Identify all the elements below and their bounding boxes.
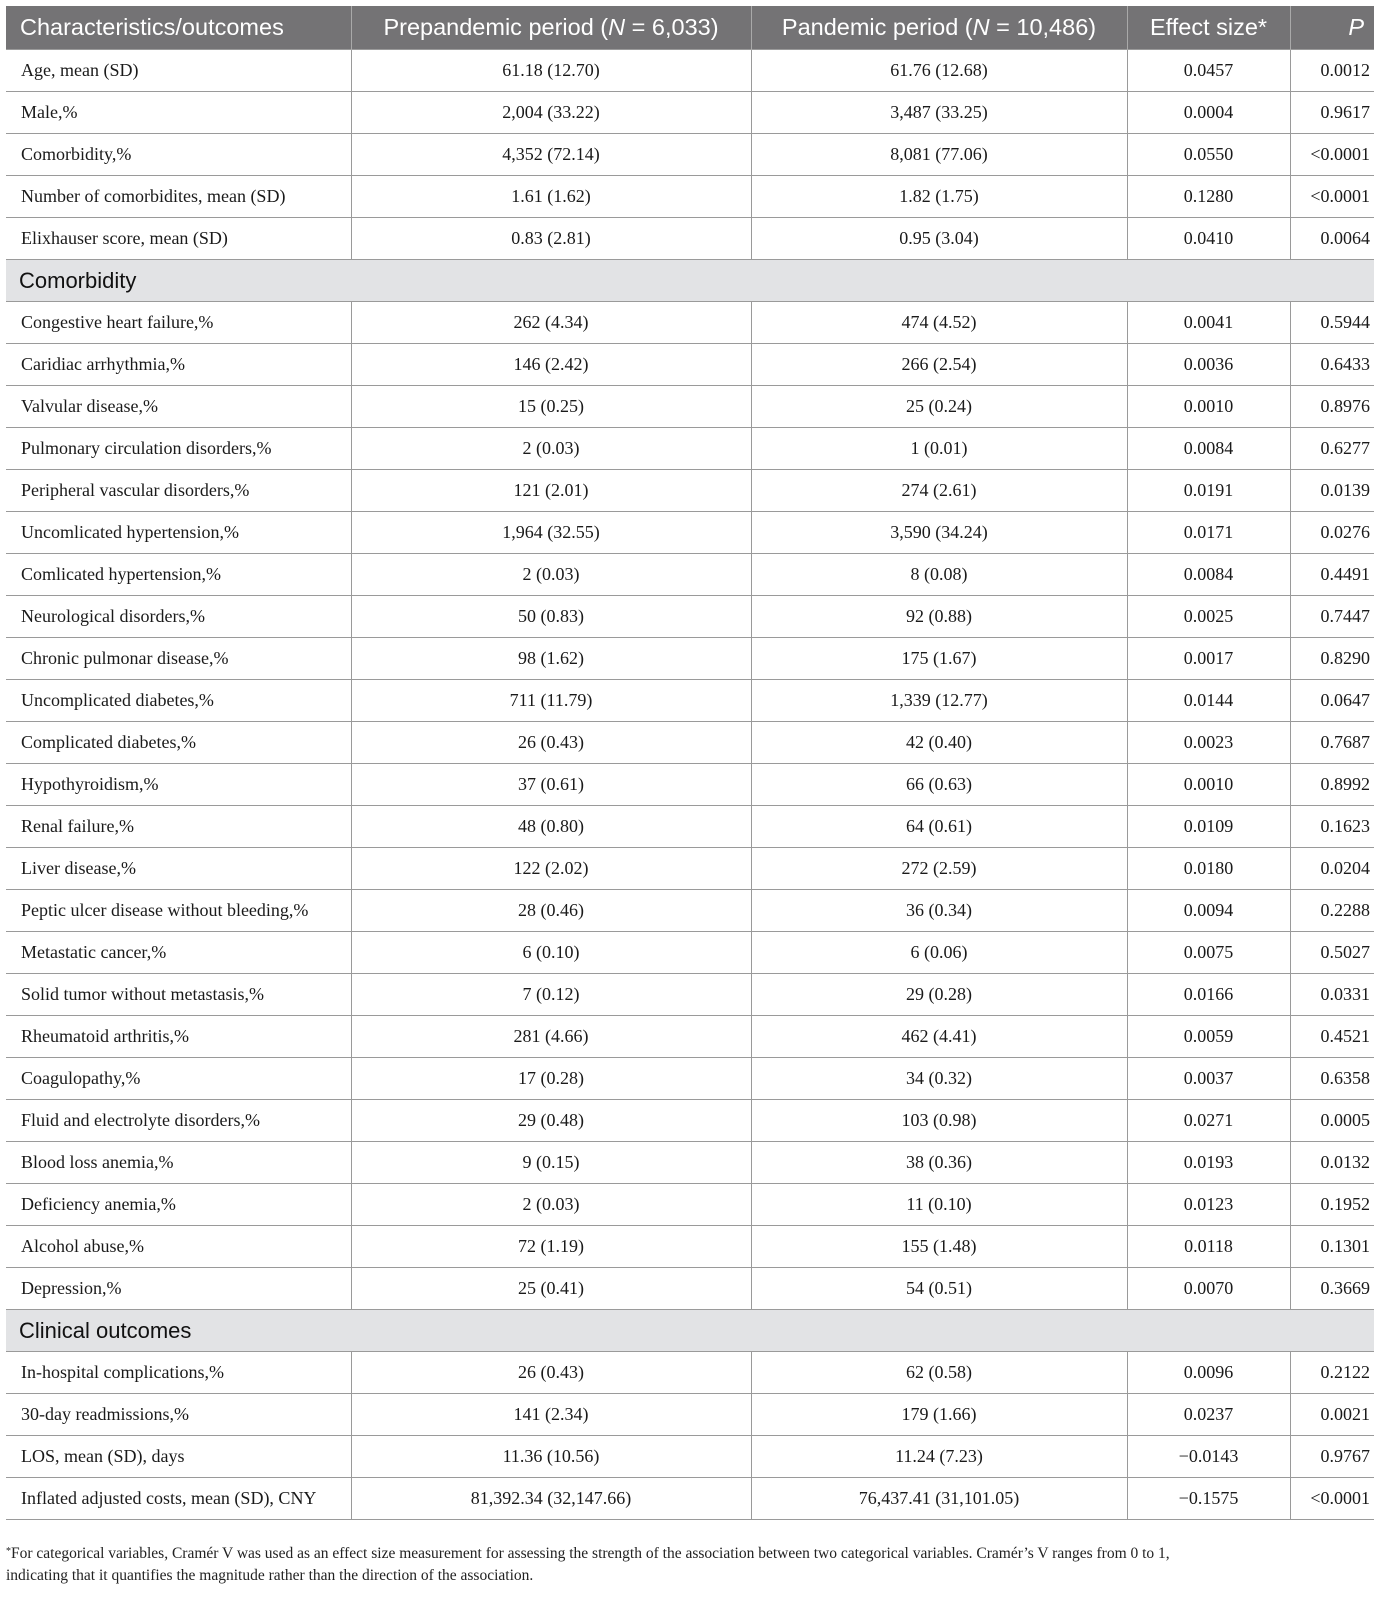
cell-effect-size: 0.0166 — [1127, 974, 1290, 1016]
cell-characteristic: 30-day readmissions,% — [6, 1394, 351, 1436]
header-pandemic-count: = 10,486) — [989, 14, 1097, 40]
cell-p-value: 0.0064 — [1290, 218, 1374, 260]
cell-p-value: 0.2122 — [1290, 1352, 1374, 1394]
section-title: Comorbidity — [6, 260, 1374, 302]
cell-characteristic: Congestive heart failure,% — [6, 302, 351, 344]
cell-pandemic: 6 (0.06) — [751, 932, 1127, 974]
cell-characteristic: Peripheral vascular disorders,% — [6, 470, 351, 512]
cell-p-value: 0.8290 — [1290, 638, 1374, 680]
cell-effect-size: 0.0010 — [1127, 764, 1290, 806]
table-row — [6, 1184, 1374, 1226]
table-row — [6, 134, 1374, 176]
cell-characteristic: Alcohol abuse,% — [6, 1226, 351, 1268]
cell-p-value: 0.4491 — [1290, 554, 1374, 596]
cell-prepandemic: 26 (0.43) — [351, 722, 751, 764]
cell-effect-size: 0.0017 — [1127, 638, 1290, 680]
cell-p-value: 0.6358 — [1290, 1058, 1374, 1100]
cell-prepandemic: 48 (0.80) — [351, 806, 751, 848]
header-pandemic-n: N — [972, 14, 990, 40]
cell-characteristic: Neurological disorders,% — [6, 596, 351, 638]
cell-effect-size: 0.0144 — [1127, 680, 1290, 722]
cell-p-value: 0.1952 — [1290, 1184, 1374, 1226]
cell-prepandemic: 146 (2.42) — [351, 344, 751, 386]
table-row — [6, 1016, 1374, 1058]
cell-characteristic: Uncomplicated diabetes,% — [6, 680, 351, 722]
cell-prepandemic: 26 (0.43) — [351, 1352, 751, 1394]
table-row — [6, 470, 1374, 512]
cell-characteristic: Peptic ulcer disease without bleeding,% — [6, 890, 351, 932]
cell-prepandemic: 81,392.34 (32,147.66) — [351, 1478, 751, 1520]
cell-prepandemic: 122 (2.02) — [351, 848, 751, 890]
table-row — [6, 1394, 1374, 1436]
cell-characteristic: Elixhauser score, mean (SD) — [6, 218, 351, 260]
cell-effect-size: 0.0059 — [1127, 1016, 1290, 1058]
cell-effect-size: 0.0191 — [1127, 470, 1290, 512]
cell-pandemic: 54 (0.51) — [751, 1268, 1127, 1310]
cell-p-value: 0.0139 — [1290, 470, 1374, 512]
results-table-container — [6, 6, 1374, 1520]
cell-effect-size: 0.0237 — [1127, 1394, 1290, 1436]
cell-pandemic: 0.95 (3.04) — [751, 218, 1127, 260]
cell-prepandemic: 61.18 (12.70) — [351, 50, 751, 92]
cell-prepandemic: 711 (11.79) — [351, 680, 751, 722]
cell-pandemic: 462 (4.41) — [751, 1016, 1127, 1058]
cell-pandemic: 11.24 (7.23) — [751, 1436, 1127, 1478]
header-effect-size: Effect size* — [1127, 6, 1290, 50]
footnote-line-1: For categorical variables, Cramér V was used as an effect size measurement for assessing the strength of the association between two categorical variables. Cramér’s V ranges from 0 to 1, — [11, 1545, 1170, 1562]
footnote-marker: * — [6, 1546, 11, 1557]
cell-pandemic: 155 (1.48) — [751, 1226, 1127, 1268]
cell-pandemic: 36 (0.34) — [751, 890, 1127, 932]
cell-effect-size: 0.0193 — [1127, 1142, 1290, 1184]
cell-characteristic: Liver disease,% — [6, 848, 351, 890]
table-row — [6, 344, 1374, 386]
cell-prepandemic: 11.36 (10.56) — [351, 1436, 751, 1478]
table-row — [6, 218, 1374, 260]
cell-effect-size: 0.0004 — [1127, 92, 1290, 134]
table-row — [6, 1226, 1374, 1268]
cell-pandemic: 8 (0.08) — [751, 554, 1127, 596]
table-row — [6, 722, 1374, 764]
cell-effect-size: 0.0096 — [1127, 1352, 1290, 1394]
cell-pandemic: 64 (0.61) — [751, 806, 1127, 848]
table-row — [6, 1436, 1374, 1478]
cell-prepandemic: 1,964 (32.55) — [351, 512, 751, 554]
cell-pandemic: 25 (0.24) — [751, 386, 1127, 428]
table-row — [6, 50, 1374, 92]
cell-effect-size: 0.0094 — [1127, 890, 1290, 932]
cell-pandemic: 66 (0.63) — [751, 764, 1127, 806]
cell-effect-size: 0.0180 — [1127, 848, 1290, 890]
cell-p-value: 0.0012 — [1290, 50, 1374, 92]
cell-characteristic: Comlicated hypertension,% — [6, 554, 351, 596]
cell-prepandemic: 141 (2.34) — [351, 1394, 751, 1436]
cell-p-value: 0.0204 — [1290, 848, 1374, 890]
table-row — [6, 512, 1374, 554]
cell-characteristic: Rheumatoid arthritis,% — [6, 1016, 351, 1058]
cell-effect-size: 0.0010 — [1127, 386, 1290, 428]
table-row — [6, 848, 1374, 890]
cell-pandemic: 103 (0.98) — [751, 1100, 1127, 1142]
cell-p-value: 0.0331 — [1290, 974, 1374, 1016]
cell-pandemic: 1,339 (12.77) — [751, 680, 1127, 722]
table-row — [6, 638, 1374, 680]
cell-pandemic: 3,590 (34.24) — [751, 512, 1127, 554]
cell-characteristic: Depression,% — [6, 1268, 351, 1310]
cell-characteristic: Coagulopathy,% — [6, 1058, 351, 1100]
cell-p-value: 0.8976 — [1290, 386, 1374, 428]
footnote-line-2: indicating that it quantifies the magnitude rather than the direction of the association. — [6, 1567, 534, 1584]
cell-characteristic: Solid tumor without metastasis,% — [6, 974, 351, 1016]
cell-p-value: 0.0021 — [1290, 1394, 1374, 1436]
cell-p-value: 0.5027 — [1290, 932, 1374, 974]
cell-p-value: <0.0001 — [1290, 134, 1374, 176]
cell-characteristic: Complicated diabetes,% — [6, 722, 351, 764]
cell-p-value: 0.1301 — [1290, 1226, 1374, 1268]
header-prepandemic — [351, 6, 751, 50]
cell-prepandemic: 1.61 (1.62) — [351, 176, 751, 218]
cell-characteristic: In-hospital complications,% — [6, 1352, 351, 1394]
cell-p-value: 0.4521 — [1290, 1016, 1374, 1058]
table-row — [6, 680, 1374, 722]
cell-p-value: 0.8992 — [1290, 764, 1374, 806]
cell-p-value: <0.0001 — [1290, 1478, 1374, 1520]
cell-effect-size: 0.0037 — [1127, 1058, 1290, 1100]
header-pandemic-label: Pandemic period ( — [781, 14, 973, 40]
cell-prepandemic: 98 (1.62) — [351, 638, 751, 680]
cell-effect-size: 0.0070 — [1127, 1268, 1290, 1310]
cell-prepandemic: 7 (0.12) — [351, 974, 751, 1016]
section-header-clinical-outcomes — [6, 1310, 1374, 1352]
header-prepandemic-label: Prepandemic period ( — [383, 14, 609, 40]
cell-effect-size: 0.1280 — [1127, 176, 1290, 218]
table-row — [6, 1352, 1374, 1394]
table-row — [6, 1058, 1374, 1100]
cell-pandemic: 179 (1.66) — [751, 1394, 1127, 1436]
cell-pandemic: 38 (0.36) — [751, 1142, 1127, 1184]
cell-characteristic: Deficiency anemia,% — [6, 1184, 351, 1226]
cell-pandemic: 474 (4.52) — [751, 302, 1127, 344]
cell-effect-size: 0.0171 — [1127, 512, 1290, 554]
cell-pandemic: 61.76 (12.68) — [751, 50, 1127, 92]
cell-prepandemic: 72 (1.19) — [351, 1226, 751, 1268]
cell-pandemic: 1.82 (1.75) — [751, 176, 1127, 218]
cell-characteristic: Fluid and electrolyte disorders,% — [6, 1100, 351, 1142]
header-prepandemic-count: = 6,033) — [625, 14, 719, 40]
cell-pandemic: 266 (2.54) — [751, 344, 1127, 386]
table-row — [6, 1478, 1374, 1520]
results-table — [6, 6, 1374, 1520]
table-row — [6, 764, 1374, 806]
cell-prepandemic: 17 (0.28) — [351, 1058, 751, 1100]
cell-characteristic: Metastatic cancer,% — [6, 932, 351, 974]
table-header — [6, 6, 1374, 50]
table-row — [6, 1142, 1374, 1184]
cell-effect-size: 0.0084 — [1127, 428, 1290, 470]
table-body — [6, 50, 1374, 1520]
cell-effect-size: 0.0023 — [1127, 722, 1290, 764]
cell-p-value: 0.7687 — [1290, 722, 1374, 764]
cell-pandemic: 11 (0.10) — [751, 1184, 1127, 1226]
table-row — [6, 1100, 1374, 1142]
section-header-comorbidity — [6, 260, 1374, 302]
cell-characteristic: Renal failure,% — [6, 806, 351, 848]
cell-prepandemic: 9 (0.15) — [351, 1142, 751, 1184]
table-row — [6, 302, 1374, 344]
cell-pandemic: 92 (0.88) — [751, 596, 1127, 638]
table-row — [6, 890, 1374, 932]
cell-prepandemic: 2 (0.03) — [351, 1184, 751, 1226]
cell-prepandemic: 50 (0.83) — [351, 596, 751, 638]
cell-effect-size: 0.0036 — [1127, 344, 1290, 386]
header-p-label: P — [1348, 14, 1364, 40]
cell-characteristic: Inflated adjusted costs, mean (SD), CNY — [6, 1478, 351, 1520]
cell-prepandemic: 2 (0.03) — [351, 428, 751, 470]
cell-prepandemic: 15 (0.25) — [351, 386, 751, 428]
cell-pandemic: 175 (1.67) — [751, 638, 1127, 680]
cell-characteristic: Caridiac arrhythmia,% — [6, 344, 351, 386]
cell-prepandemic: 25 (0.41) — [351, 1268, 751, 1310]
cell-p-value: 0.7447 — [1290, 596, 1374, 638]
cell-pandemic: 42 (0.40) — [751, 722, 1127, 764]
cell-characteristic: Comorbidity,% — [6, 134, 351, 176]
cell-characteristic: Chronic pulmonar disease,% — [6, 638, 351, 680]
cell-characteristic: Pulmonary circulation disorders,% — [6, 428, 351, 470]
cell-pandemic: 8,081 (77.06) — [751, 134, 1127, 176]
cell-pandemic: 34 (0.32) — [751, 1058, 1127, 1100]
table-row — [6, 386, 1374, 428]
cell-prepandemic: 28 (0.46) — [351, 890, 751, 932]
cell-prepandemic: 2,004 (33.22) — [351, 92, 751, 134]
cell-characteristic: Uncomlicated hypertension,% — [6, 512, 351, 554]
cell-pandemic: 274 (2.61) — [751, 470, 1127, 512]
section-title: Clinical outcomes — [6, 1310, 1374, 1352]
header-pandemic — [751, 6, 1127, 50]
header-prepandemic-n: N — [608, 14, 626, 40]
cell-prepandemic: 262 (4.34) — [351, 302, 751, 344]
cell-prepandemic: 29 (0.48) — [351, 1100, 751, 1142]
cell-pandemic: 29 (0.28) — [751, 974, 1127, 1016]
cell-p-value: 0.6433 — [1290, 344, 1374, 386]
cell-effect-size: −0.1575 — [1127, 1478, 1290, 1520]
cell-prepandemic: 121 (2.01) — [351, 470, 751, 512]
cell-characteristic: LOS, mean (SD), days — [6, 1436, 351, 1478]
cell-effect-size: 0.0118 — [1127, 1226, 1290, 1268]
table-row — [6, 974, 1374, 1016]
table-row — [6, 92, 1374, 134]
cell-p-value: 0.0647 — [1290, 680, 1374, 722]
cell-pandemic: 76,437.41 (31,101.05) — [751, 1478, 1127, 1520]
table-row — [6, 554, 1374, 596]
cell-effect-size: −0.0143 — [1127, 1436, 1290, 1478]
cell-p-value: 0.0132 — [1290, 1142, 1374, 1184]
cell-prepandemic: 0.83 (2.81) — [351, 218, 751, 260]
cell-prepandemic: 281 (4.66) — [351, 1016, 751, 1058]
table-footnote — [6, 1543, 1366, 1587]
cell-effect-size: 0.0457 — [1127, 50, 1290, 92]
cell-prepandemic: 37 (0.61) — [351, 764, 751, 806]
cell-effect-size: 0.0123 — [1127, 1184, 1290, 1226]
cell-prepandemic: 6 (0.10) — [351, 932, 751, 974]
cell-prepandemic: 4,352 (72.14) — [351, 134, 751, 176]
cell-p-value: <0.0001 — [1290, 176, 1374, 218]
table-row — [6, 806, 1374, 848]
cell-p-value: 0.5944 — [1290, 302, 1374, 344]
cell-characteristic: Blood loss anemia,% — [6, 1142, 351, 1184]
table-row — [6, 428, 1374, 470]
cell-effect-size: 0.0084 — [1127, 554, 1290, 596]
cell-p-value: 0.1623 — [1290, 806, 1374, 848]
cell-characteristic: Hypothyroidism,% — [6, 764, 351, 806]
cell-pandemic: 3,487 (33.25) — [751, 92, 1127, 134]
header-row — [6, 6, 1374, 50]
cell-p-value: 0.9617 — [1290, 92, 1374, 134]
cell-effect-size: 0.0550 — [1127, 134, 1290, 176]
cell-p-value: 0.2288 — [1290, 890, 1374, 932]
table-row — [6, 1268, 1374, 1310]
cell-effect-size: 0.0075 — [1127, 932, 1290, 974]
header-p-value — [1290, 6, 1374, 50]
cell-pandemic: 62 (0.58) — [751, 1352, 1127, 1394]
cell-effect-size: 0.0025 — [1127, 596, 1290, 638]
cell-pandemic: 1 (0.01) — [751, 428, 1127, 470]
cell-p-value: 0.0005 — [1290, 1100, 1374, 1142]
table-row — [6, 596, 1374, 638]
cell-characteristic: Male,% — [6, 92, 351, 134]
cell-p-value: 0.6277 — [1290, 428, 1374, 470]
table-row — [6, 176, 1374, 218]
cell-effect-size: 0.0271 — [1127, 1100, 1290, 1142]
cell-p-value: 0.3669 — [1290, 1268, 1374, 1310]
cell-effect-size: 0.0041 — [1127, 302, 1290, 344]
cell-prepandemic: 2 (0.03) — [351, 554, 751, 596]
cell-p-value: 0.0276 — [1290, 512, 1374, 554]
cell-p-value: 0.9767 — [1290, 1436, 1374, 1478]
table-row — [6, 932, 1374, 974]
header-characteristics: Characteristics/outcomes — [6, 6, 351, 50]
cell-characteristic: Age, mean (SD) — [6, 50, 351, 92]
cell-effect-size: 0.0410 — [1127, 218, 1290, 260]
cell-characteristic: Valvular disease,% — [6, 386, 351, 428]
cell-characteristic: Number of comorbidites, mean (SD) — [6, 176, 351, 218]
cell-pandemic: 272 (2.59) — [751, 848, 1127, 890]
cell-effect-size: 0.0109 — [1127, 806, 1290, 848]
